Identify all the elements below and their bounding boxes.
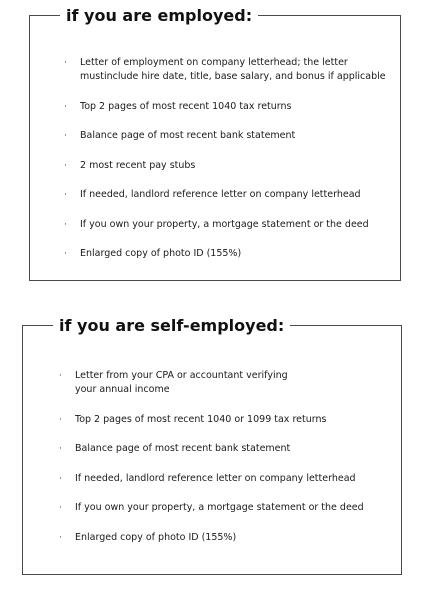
- self-employed-requirements-box: [22, 316, 402, 575]
- bullet: ·: [64, 101, 67, 112]
- bullet: ·: [64, 219, 67, 230]
- list-item-text: Enlarged copy of photo ID (155%): [80, 248, 242, 259]
- list-item-text: Balance page of most recent bank statement: [75, 443, 291, 454]
- list-item: [59, 501, 394, 515]
- bullet: ·: [64, 190, 67, 200]
- list-item-text: Letter from your CPA or accountant verifying your annual income: [75, 370, 288, 395]
- list-item-text: If needed, landlord reference letter on company letterhead: [75, 472, 356, 484]
- list-item-text: Enlarged copy of photo ID (155%): [75, 531, 237, 543]
- list-item: [64, 247, 394, 261]
- list-item: [64, 218, 394, 232]
- list-item-text: If you own your property, a mortgage statement or the deed: [75, 502, 364, 513]
- bullet: ·: [59, 532, 62, 543]
- self-employed-list: [59, 369, 394, 560]
- bullet: ·: [64, 58, 67, 68]
- list-item-text: Balance page of most recent bank statement: [80, 130, 296, 141]
- list-item: [64, 100, 394, 114]
- bullet: ·: [59, 444, 62, 454]
- list-item-text: If you own your property, a mortgage statement or the deed: [80, 218, 369, 230]
- employed-heading: if you are employed:: [60, 7, 258, 25]
- bullet: ·: [59, 503, 62, 513]
- bullet: ·: [59, 473, 62, 484]
- list-item: [64, 56, 394, 84]
- bullet: ·: [64, 249, 67, 259]
- list-item: [59, 442, 394, 456]
- bullet: ·: [64, 160, 67, 171]
- list-item: [64, 129, 394, 143]
- employed-list: [64, 56, 394, 277]
- list-item: [59, 472, 394, 486]
- list-item-text: If needed, landlord reference letter on company letterhead: [80, 189, 361, 200]
- list-item: [64, 159, 394, 173]
- self-employed-heading: if you are self-employed:: [53, 317, 290, 335]
- list-item-text: Letter of employment on company letterhead; the letter mustinclude hire date, title, base salary, and bonus if applicable: [80, 57, 386, 82]
- bullet: ·: [64, 131, 67, 141]
- bullet: ·: [59, 371, 62, 381]
- list-item-text: 2 most recent pay stubs: [80, 159, 196, 171]
- list-item-text: Top 2 pages of most recent 1040 tax returns: [80, 100, 292, 112]
- list-item: [59, 369, 394, 397]
- bullet: ·: [59, 414, 62, 425]
- list-item: [59, 531, 394, 545]
- employed-requirements-box: [29, 6, 401, 281]
- list-item: [59, 413, 394, 427]
- list-item-text: Top 2 pages of most recent 1040 or 1099 tax returns: [75, 413, 327, 425]
- list-item: [64, 188, 394, 202]
